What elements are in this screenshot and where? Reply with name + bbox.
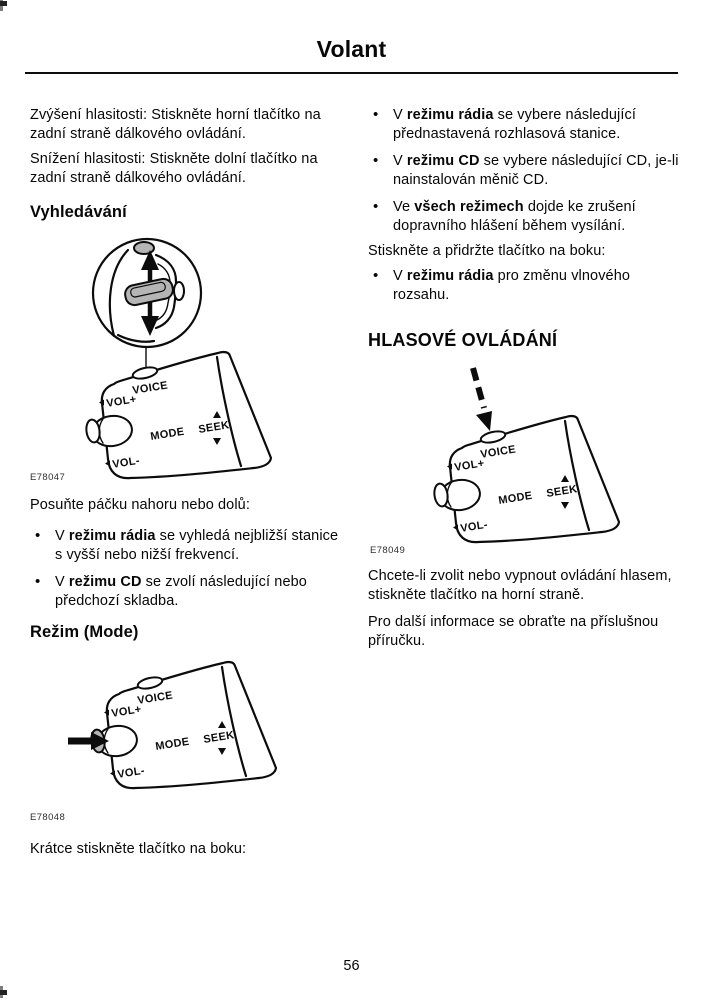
vol-down-label: VOL- [459, 518, 489, 535]
mode-label: MODE [149, 425, 186, 443]
arrow-down-icon [141, 316, 159, 336]
seek-up-arrow-icon [561, 475, 569, 482]
bullet-item [30, 527, 348, 565]
voice-label: VOICE [479, 443, 517, 461]
seek-label: SEEK [197, 419, 231, 436]
paragraph-lever: Posuňte páčku nahoru nebo dolů: [30, 497, 250, 513]
bullet-text: V [55, 528, 69, 544]
vol-up-label: VOL+ [453, 457, 486, 474]
rear-side-button-icon [174, 282, 184, 300]
bullet-bold: režimu rádia [68, 528, 156, 544]
dashed-pointer-arrow-icon [476, 411, 492, 431]
vol-down-label: VOL- [116, 764, 146, 781]
bullet-list-search [30, 527, 348, 619]
voice-button-icon [132, 365, 159, 380]
figure-label: E78047 [30, 472, 66, 483]
voice-button-icon [137, 675, 164, 690]
bullet-item [368, 106, 686, 144]
figure-mode-diagram [62, 657, 342, 807]
figure-label: E78048 [30, 812, 66, 823]
lever-icon [123, 277, 174, 307]
seek-down-arrow-icon [218, 748, 226, 755]
scan-artifact-bottom-left-dark [0, 990, 7, 995]
figure-label: E78049 [370, 545, 406, 556]
section-heading-search: Vyhledávání [30, 203, 127, 221]
seek-label: SEEK [202, 729, 236, 746]
vol-up-label: VOL+ [110, 703, 143, 720]
top-cap-icon [134, 242, 154, 254]
bullet-item [368, 198, 686, 236]
scan-artifact-top-left-dark [0, 1, 7, 6]
figure-voice-diagram [360, 360, 700, 560]
bullet-list-hold [368, 267, 686, 313]
remote-control-icon [85, 352, 271, 478]
bullet-item [368, 267, 686, 305]
bullet-text: se vybere následující přednastavená rozhlasová stanice. [393, 107, 636, 142]
mode-label: MODE [154, 735, 191, 753]
bullet-bold: režimu rádia [406, 107, 494, 123]
paragraph-volume-up: Zvýšení hlasitosti: Stiskněte horní tlačítko na zadní straně dálkového ovládání. [30, 107, 321, 142]
bullet-text: V [55, 574, 69, 590]
bullet-bold: všech režimech [414, 199, 524, 215]
paragraph-voice-select: Chcete-li zvolit nebo vypnout ovládání hlasem, stiskněte tlačítko na horní straně. [368, 568, 672, 603]
bullet-list-press [368, 106, 686, 244]
vol-down-label: VOL- [111, 454, 141, 471]
voice-label: VOICE [136, 689, 174, 707]
magnifier-circle-icon [93, 239, 201, 347]
bullet-text: se zvolí následující nebo předchozí skladba. [55, 574, 307, 609]
paragraph-mode-press: Krátce stiskněte tlačítko na boku: [30, 841, 247, 857]
seek-up-arrow-icon [213, 411, 221, 418]
page-title: Volant [316, 36, 387, 62]
voice-label: VOICE [131, 379, 169, 397]
bullet-bold: režimu CD [68, 574, 142, 590]
page-number: 56 [343, 958, 360, 974]
bullet-text: dojde ke zrušení dopravního hlášení během vysílání. [393, 199, 636, 234]
paragraph-volume-down: Snížení hlasitosti: Stiskněte dolní tlačítko na zadní straně dálkového ovládání. [30, 151, 318, 186]
section-heading-mode: Režim (Mode) [30, 623, 139, 641]
bullet-text: V [393, 107, 407, 123]
remote-control-icon [90, 662, 276, 788]
bullet-item [368, 152, 686, 190]
bullet-bold: režimu CD [406, 153, 480, 169]
vol-up-label: VOL+ [105, 393, 138, 410]
dashed-pointer-arrow-shaft [473, 368, 484, 408]
bullet-text: se vybere následující CD, je-li nainstalován měnič CD. [393, 153, 679, 188]
bullet-text: pro změnu vlnového rozsahu. [393, 268, 631, 303]
seek-up-arrow-icon [218, 721, 226, 728]
remote-control-icon [433, 416, 619, 542]
bullet-text: V [393, 268, 407, 284]
mode-label: MODE [497, 489, 534, 507]
bullet-item [30, 573, 348, 611]
seek-down-arrow-icon [561, 502, 569, 509]
bullet-text: Ve [393, 199, 415, 215]
bullet-text: V [393, 153, 407, 169]
section-heading-voice-control: HLASOVÉ OVLÁDÁNÍ [368, 330, 558, 350]
voice-button-icon [480, 429, 507, 444]
paragraph-hold: Stiskněte a přidržte tlačítko na boku: [368, 243, 606, 259]
seek-down-arrow-icon [213, 438, 221, 445]
paragraph-voice-more: Pro další informace se obraťte na příslušnou příručku. [368, 614, 659, 649]
figure-search-diagram [62, 233, 332, 495]
bullet-text: se vyhledá nejbližší stanice s vyšší nebo nižší frekvencí. [55, 528, 339, 563]
header-rule [25, 72, 678, 74]
bullet-bold: režimu rádia [406, 268, 494, 284]
seek-label: SEEK [545, 483, 579, 500]
